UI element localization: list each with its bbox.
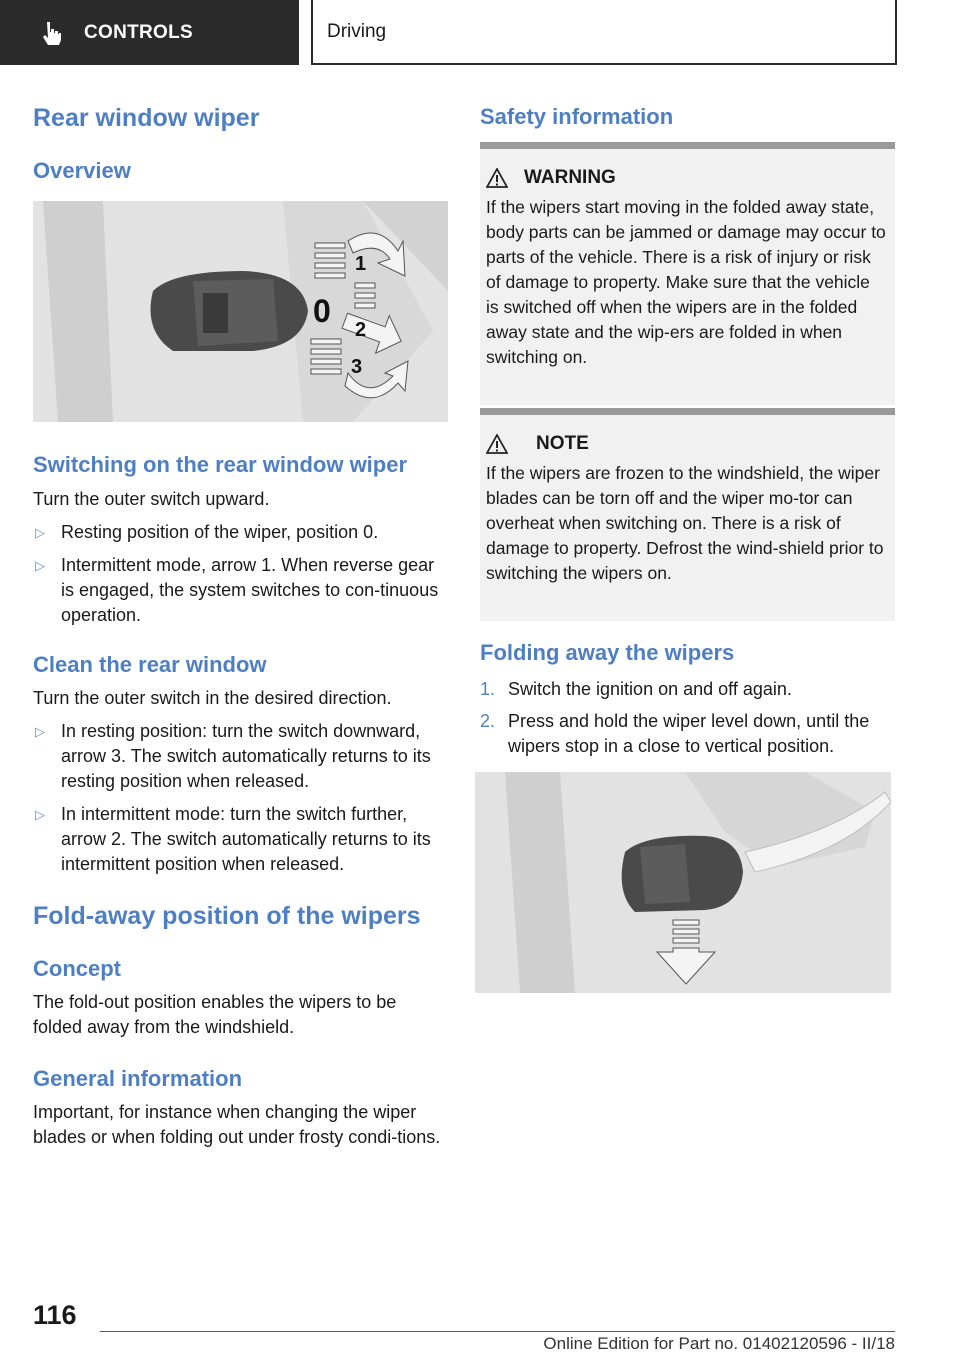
note-text: If the wipers are frozen to the windshield, the wiper blades can be torn off and the wiper mo‐tor can overheat when switching on. There is a risk of damage to property. Defrost the wind‐shield prior to switching the wipers on. <box>486 463 884 583</box>
switching-bullet: ▷ Resting position of the wiper, position 0. <box>33 520 448 545</box>
wiper-fold-figure <box>475 772 891 993</box>
chapter-tab <box>311 0 897 65</box>
triangle-bullet-icon: ▷ <box>35 724 45 739</box>
chapter-label: Driving <box>327 20 387 42</box>
switching-intro: Turn the outer switch upward. <box>33 489 270 509</box>
page-title: Rear window wiper <box>33 104 260 132</box>
note-title: NOTE <box>536 433 589 454</box>
wiper-switch-figure <box>33 201 448 422</box>
switching-bullet: ▷ Intermittent mode, arrow 1. When reverse gear is engaged, the system switches to con‐tinuous operation. <box>35 555 439 625</box>
wiper-fold-illustration <box>475 772 891 993</box>
clean-section <box>33 686 448 877</box>
clean-bullet: ▷ In resting position: turn the switch downward, arrow 3. The switch automatically returns to its resting position when released. <box>35 721 431 791</box>
wiper-switch-illustration <box>33 201 448 422</box>
general-heading: General information <box>33 1066 243 1091</box>
edition-note: Online Edition for Part no. 01402120596 - II/18 <box>543 1334 895 1353</box>
step-item: 1. Switch the ignition on and off again. <box>480 679 792 699</box>
figure-label-2: 2 <box>355 319 367 341</box>
section-label: CONTROLS <box>84 21 194 43</box>
clean-bullet: ▷ In intermittent mode: turn the switch further, arrow 2. The switch automatically returns to its intermittent position when released. <box>35 804 431 874</box>
figure-label-3: 3 <box>351 356 363 378</box>
page-number: 116 <box>33 1300 77 1330</box>
figure-label-0: 0 <box>313 293 331 329</box>
safety-heading: Safety information <box>480 104 674 129</box>
triangle-bullet-icon: ▷ <box>35 558 45 573</box>
concept-heading: Concept <box>33 956 121 981</box>
page-header <box>0 0 960 66</box>
clean-intro: Turn the outer switch in the desired direction. <box>33 688 392 708</box>
folding-steps <box>480 670 895 759</box>
warning-triangle-icon <box>486 168 508 188</box>
section-tab <box>0 0 299 65</box>
general-text: Important, for instance when changing the wiper blades or when folding out under frosty condi‐tions. <box>33 1102 441 1147</box>
footer-divider <box>100 1331 895 1332</box>
overview-heading: Overview <box>33 158 131 183</box>
hand-pointer-icon <box>38 20 64 46</box>
triangle-bullet-icon: ▷ <box>35 525 45 540</box>
note-box <box>480 408 895 621</box>
folding-heading: Folding away the wipers <box>480 640 735 665</box>
clean-heading: Clean the rear window <box>33 652 267 677</box>
step-item: 2. Press and hold the wiper level down, until the wipers stop in a close to vertical position. <box>480 711 870 756</box>
switching-heading: Switching on the rear window wiper <box>33 452 408 477</box>
warning-title: WARNING <box>524 167 616 188</box>
foldaway-heading: Fold-away position of the wipers <box>33 902 421 930</box>
warning-text: If the wipers start moving in the folded away state, body parts can be jammed or damage may occur to parts of the vehicle. There is a risk of injury or risk of damage to property. Make sure that the vehicle is switched off when the wipers are in the folded away state and the wip‐ers are folded in when switching on. <box>486 197 886 367</box>
caution-triangle-icon <box>486 434 508 454</box>
concept-text: The fold-out position enables the wipers to be folded away from the windshield. <box>33 992 397 1037</box>
warning-box <box>480 142 895 405</box>
switching-section <box>33 487 448 628</box>
figure-label-1: 1 <box>355 253 367 275</box>
triangle-bullet-icon: ▷ <box>35 807 45 822</box>
